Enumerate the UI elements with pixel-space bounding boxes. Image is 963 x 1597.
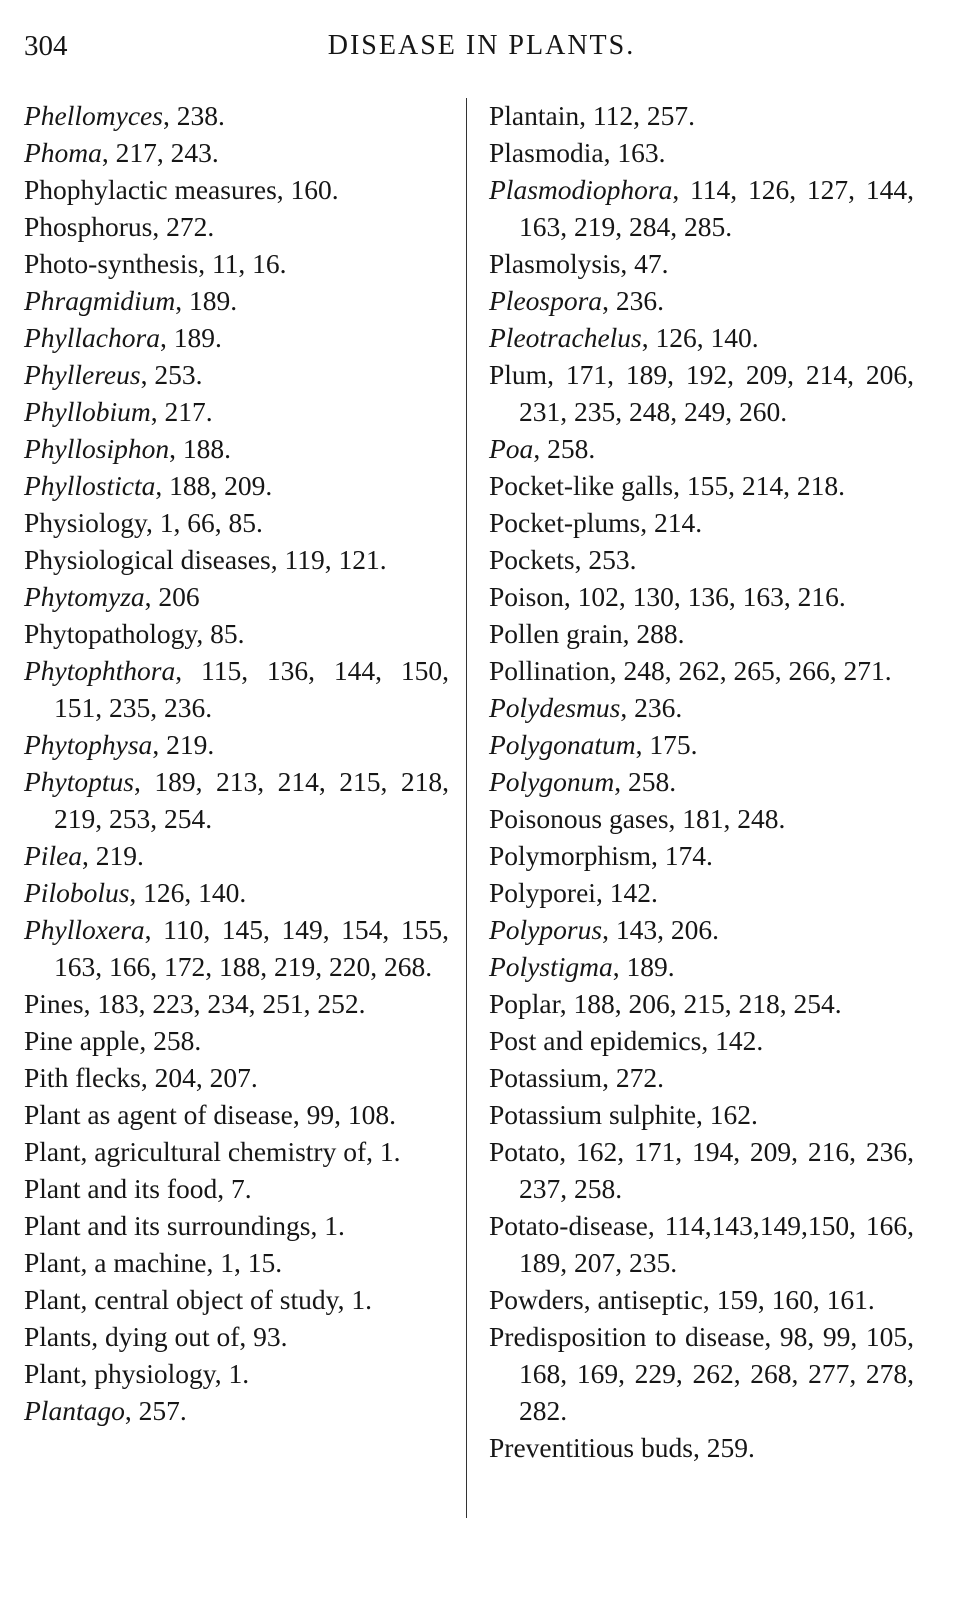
index-entry [489,1429,914,1466]
page-references: , 171, 189, 192, 209, 214, 206, 231, 235, 248, 249, 260. [519,359,914,427]
index-term: Plum [489,359,548,390]
page-references: , 189. [612,951,675,982]
index-term: Polygonatum [489,729,636,760]
index-entry [489,1281,914,1318]
page-references: , 236. [620,692,683,723]
page-references: , 217, 243. [101,137,219,168]
index-entry [24,615,449,652]
index-entry [24,985,449,1022]
index-entry [24,1096,449,1133]
page-references: , 163. [603,137,666,168]
index-entry [489,319,914,356]
page-references: , 253. [574,544,637,575]
index-term: Poisonous gases [489,803,669,834]
index-entry [24,467,449,504]
index-term: Polygonum [489,766,615,797]
index-entry [24,837,449,874]
index-entry [489,874,914,911]
page-references: , 219. [152,729,215,760]
index-term: Powders, antiseptic [489,1284,703,1315]
page-references: , 85. [196,618,245,649]
index-term: Plant, a machine [24,1247,207,1278]
index-entry [24,245,449,282]
index-term: Pleotrachelus [489,322,642,353]
page-references: , 115, 136, 144, 150, 151, 235, 236. [54,655,449,723]
page-references: , 181, 248. [668,803,786,834]
page-references: , 272. [602,1062,664,1093]
page-references: , 258. [614,766,677,797]
page-references: , 219. [82,840,144,871]
index-entry [489,1059,914,1096]
page-references: , 93. [239,1321,288,1352]
index-term: Predisposition to disease [489,1321,765,1352]
index-term: Plant, agricultural chemistry of [24,1136,367,1167]
page-references: , 253. [140,359,203,390]
index-term: Polydesmus [489,692,621,723]
index-entry [489,689,914,726]
index-term: Poplar [489,988,560,1019]
index-entry [24,319,449,356]
index-entry [24,171,449,208]
index-term: Polystigma [489,951,613,982]
index-term: Plant, central object of study [24,1284,338,1315]
index-term: Polyporus [489,914,603,945]
index-term: Plants, dying out of [24,1321,240,1352]
index-term: Phyllachora [24,322,160,353]
index-entry [24,134,449,171]
page-references: , 206 [144,581,200,612]
index-term: Phytophthora [24,655,176,686]
index-term: Plantain [489,100,580,131]
index-entry [489,1096,914,1133]
page-references: , 175. [635,729,698,760]
page-title: DISEASE IN PLANTS. [327,30,636,61]
page-references: , 217. [150,396,213,427]
index-term: Polyporei [489,877,596,908]
index-entry [489,652,914,689]
index-entry [489,245,914,282]
index-entry [489,578,914,615]
index-column-left [24,97,449,1429]
index-term: Phyllosiphon [24,433,170,464]
index-entry [24,1244,449,1281]
index-entry [489,615,914,652]
index-term: Phoma [24,137,102,168]
index-term: Poa [489,433,534,464]
page-references: , 288. [622,618,685,649]
index-entry [489,726,914,763]
index-entry [489,97,914,134]
index-entry [489,1133,914,1207]
page-references: , 272. [152,211,215,242]
index-term: Poison [489,581,564,612]
index-term: Pines [24,988,84,1019]
index-term: Plasmolysis [489,248,621,279]
index-term: Plant as agent of disease [24,1099,293,1130]
page-references: , 1. [366,1136,401,1167]
page-references: , 160. [276,174,339,205]
index-term: Phragmidium [24,285,176,316]
index-entry [489,763,914,800]
index-entry [489,1318,914,1429]
index-term: Phytomyza [24,581,145,612]
index-term: Pollination [489,655,610,686]
index-column-right [489,97,914,1466]
index-entry [24,1281,449,1318]
page-references: , 189. [159,322,222,353]
index-term: Plant and its food [24,1173,218,1204]
page-references: , 1. [310,1210,345,1241]
page-references: , 204, 207. [140,1062,258,1093]
page-references: , 259. [692,1432,755,1463]
index-entry [489,911,914,948]
index-term: Phytophysa [24,729,153,760]
page-references: , 189. [175,285,238,316]
page-references: , 142. [701,1025,764,1056]
index-entry [489,282,914,319]
page-references: , 114,143,149,150, 166, 189, 207, 235. [519,1210,914,1278]
page-references: , 11, 16. [198,248,287,279]
index-term: Plasmodiophora [489,174,673,205]
index-term: Pine apple [24,1025,140,1056]
index-entry [24,356,449,393]
index-entry [24,430,449,467]
page-references: , 214. [640,507,703,538]
index-term: Pith flecks [24,1062,141,1093]
page-references: , 258. [533,433,596,464]
index-entry [489,1207,914,1281]
index-entry [24,1355,449,1392]
index-entry [489,985,914,1022]
index-term: Pocket-like galls [489,470,674,501]
index-term: Physiological diseases [24,544,271,575]
index-term: Phyllobium [24,396,151,427]
index-term: Post and epidemics [489,1025,702,1056]
index-entry [489,356,914,430]
page-references: , 98, 99, 105, 168, 169, 229, 262, 268, 277, 278, 282. [519,1321,914,1426]
index-entry [489,800,914,837]
index-term: Pockets [489,544,575,575]
page-references: , 114, 126, 127, 144, 163, 219, 284, 285. [519,174,914,242]
index-entry [24,1318,449,1355]
page-references: , 126, 140. [641,322,759,353]
page-references: , 183, 223, 234, 251, 252. [83,988,366,1019]
index-entry [24,1207,449,1244]
index-term: Phyllereus [24,359,141,390]
page-references: , 258. [139,1025,202,1056]
page-references: , 7. [217,1173,252,1204]
index-term: Photo-synthesis [24,248,199,279]
index-entry [24,208,449,245]
page-references: , 1, 66, 85. [146,507,263,538]
page-references: , 236. [602,285,664,316]
index-term: Preventitious buds [489,1432,693,1463]
page-references: , 188, 209. [155,470,273,501]
index-term: Phyllosticta [24,470,156,501]
page-references: , 188. [169,433,232,464]
index-entry [489,134,914,171]
index-term: Phylloxera [24,914,145,945]
page-references: , 189, 213, 214, 215, 218, 219, 253, 254. [54,766,449,834]
index-entry [24,763,449,837]
index-term: Potassium sulphite [489,1099,697,1130]
page-references: , 47. [620,248,669,279]
index-entry [24,652,449,726]
page-references: , 112, 257. [579,100,695,131]
page-references: , 162. [696,1099,758,1130]
index-entry [24,1133,449,1170]
page-references: , 162, 171, 194, 209, 216, 236, 237, 258. [519,1136,914,1204]
index-term: Phophylactic measures [24,174,277,205]
index-term: Pollen grain [489,618,623,649]
index-entry [24,541,449,578]
page-number: 304 [24,30,68,62]
index-term: Phellomyces [24,100,163,131]
page-references: , 159, 160, 161. [702,1284,875,1315]
index-term: Pocket-plums [489,507,641,538]
index-term: Pleospora [489,285,603,316]
index-term: Plasmodia [489,137,604,168]
index-term: Polymorphism [489,840,651,871]
index-term: Phytopathology [24,618,197,649]
index-term: Plant, physiology [24,1358,215,1389]
page-references: , 248, 262, 265, 266, 271. [609,655,892,686]
index-term: Physiology [24,507,146,538]
page-references: , 119, 121. [270,544,387,575]
index-entry [24,726,449,763]
page-references: , 99, 108. [292,1099,396,1130]
page-references: , 155, 214, 218. [673,470,845,501]
index-term: Phosphorus [24,211,153,242]
index-entry [489,948,914,985]
index-entry [489,430,914,467]
index-entry [489,1022,914,1059]
index-term: Potassium [489,1062,603,1093]
page-references: , 1, 15. [206,1247,283,1278]
index-entry [24,1170,449,1207]
index-entry [489,837,914,874]
page-references: , 188, 206, 215, 218, 254. [559,988,842,1019]
index-entry [24,1059,449,1096]
page-references: , 238. [162,100,225,131]
page-references: , 1. [214,1358,250,1389]
index-term: Potato [489,1136,560,1167]
index-entry [24,874,449,911]
page-references: , 143, 206. [602,914,719,945]
index-entry [24,393,449,430]
index-entry [24,282,449,319]
page-references: , 174. [650,840,713,871]
index-term: Plant and its surroundings [24,1210,311,1241]
index-entry [24,1022,449,1059]
page-references: , 257. [124,1395,187,1426]
index-term: Pilea [24,840,83,871]
page-references: , 142. [595,877,658,908]
index-entry [24,578,449,615]
index-term: Pilobolus [24,877,130,908]
index-entry [24,911,449,985]
column-divider [466,98,467,1518]
index-entry [489,467,914,504]
index-entry [489,504,914,541]
index-entry [489,541,914,578]
index-term: Phytoptus [24,766,134,797]
page-references: , 126, 140. [129,877,247,908]
page-references: , 1. [337,1284,372,1315]
index-term: Potato-disease [489,1210,648,1241]
index-entry [24,1392,449,1429]
index-term: Plantago [24,1395,125,1426]
page-references: , 102, 130, 136, 163, 216. [563,581,846,612]
page-references: , 110, 145, 149, 154, 155, 163, 166, 172, 188, 219, 220, 268. [54,914,449,982]
index-entry [489,171,914,245]
index-entry [24,504,449,541]
page-header [0,26,963,66]
index-entry [24,97,449,134]
